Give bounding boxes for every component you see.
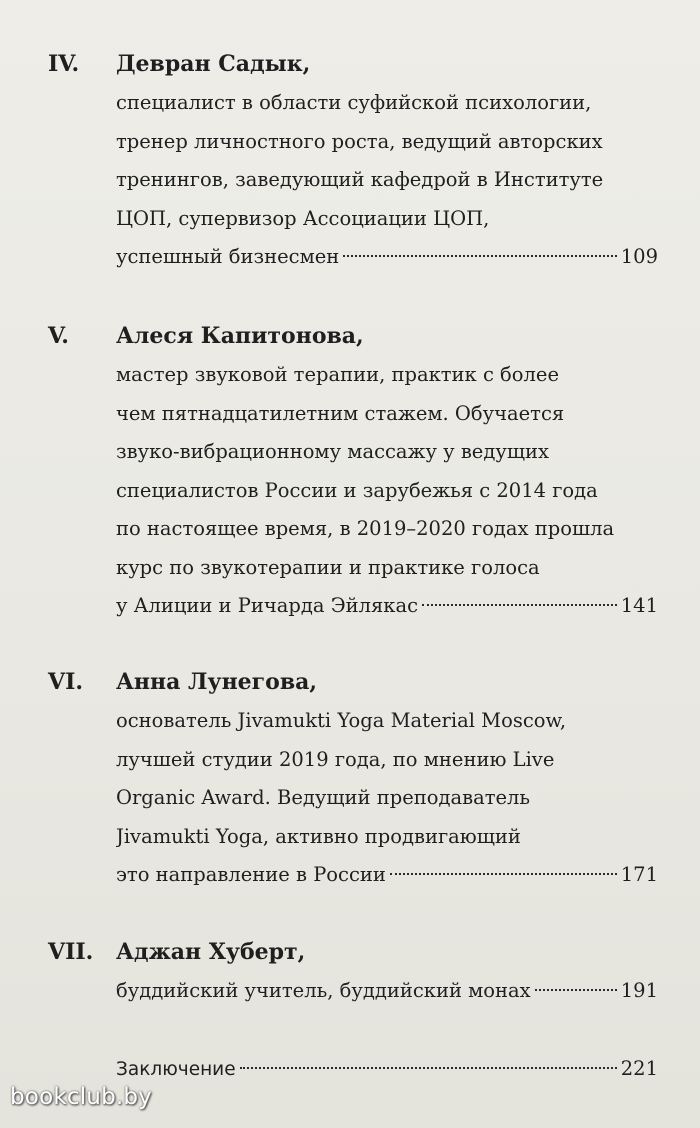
author-description	[116, 972, 658, 1011]
description-line: Organic Award. Ведущий преподаватель	[116, 786, 531, 809]
toc-leader-line	[116, 587, 658, 626]
description-last-line: успешный бизнесмен	[116, 245, 340, 268]
toc-leader-line	[116, 1050, 658, 1089]
description-line: основатель Jivamukti Yoga Material Moscow,	[116, 709, 567, 732]
toc-entry-conclusion	[116, 1050, 658, 1089]
dot-leader	[390, 873, 617, 875]
description-line: курс по звукотерапии и практике голоса	[116, 555, 540, 579]
description-line: специалист в области суфийской психологии,	[116, 91, 592, 114]
page-number: 109	[620, 245, 658, 268]
chapter-numeral: VI.	[48, 669, 84, 695]
author-name: Анна Лунегова,	[116, 669, 318, 695]
dot-leader	[535, 989, 617, 991]
description-line: лучшей студии 2019 года, по мнению Live	[116, 747, 555, 771]
dot-leader	[422, 604, 617, 606]
page-number: 171	[620, 863, 658, 886]
description-line: ЦОП, супервизор Ассоциации ЦОП,	[116, 206, 490, 230]
author-description	[116, 356, 658, 626]
description-line: специалистов России и зарубежья с 2014 года	[116, 478, 598, 502]
description-line: чем пятнадцатилетним стажем. Обучается	[116, 401, 565, 425]
description-last-line: это направление в России	[116, 863, 386, 886]
conclusion-label: Заключение	[116, 1059, 236, 1080]
toc-leader-line	[116, 972, 658, 1011]
author-name: Аджан Хуберт,	[116, 939, 306, 965]
description-line: мастер звуковой терапии, практик с более	[116, 363, 560, 386]
description-line: тренер личностного роста, ведущий авторских	[116, 129, 603, 153]
chapter-numeral: VII.	[48, 939, 94, 965]
chapter-numeral: IV.	[48, 51, 80, 77]
description-last-line: буддийский учитель, буддийский монах	[116, 979, 531, 1002]
site-watermark: bookclub.by	[10, 1084, 152, 1110]
description-line: Jivamukti Yoga, активно продвигающий	[116, 824, 521, 848]
page-number: 221	[620, 1057, 658, 1080]
dot-leader	[240, 1067, 617, 1069]
toc-leader-line	[116, 856, 658, 895]
description-last-line: у Алиции и Ричарда Эйлякас	[116, 594, 419, 617]
toc-leader-line	[116, 238, 658, 277]
description-line: по настоящее время, в 2019–2020 годах прошла	[116, 517, 615, 540]
chapter-numeral: V.	[48, 323, 69, 349]
description-line: тренингов, заведующий кафедрой в Институте	[116, 168, 604, 191]
author-description	[116, 84, 658, 277]
author-name: Алеся Капитонова,	[116, 323, 364, 349]
author-description	[116, 702, 658, 895]
page-number: 191	[620, 979, 658, 1002]
author-name: Девран Садык,	[116, 51, 311, 77]
description-line: звуко-вибрационному массажу у ведущих	[116, 440, 549, 463]
page-number: 141	[620, 594, 658, 617]
dot-leader	[343, 255, 616, 257]
